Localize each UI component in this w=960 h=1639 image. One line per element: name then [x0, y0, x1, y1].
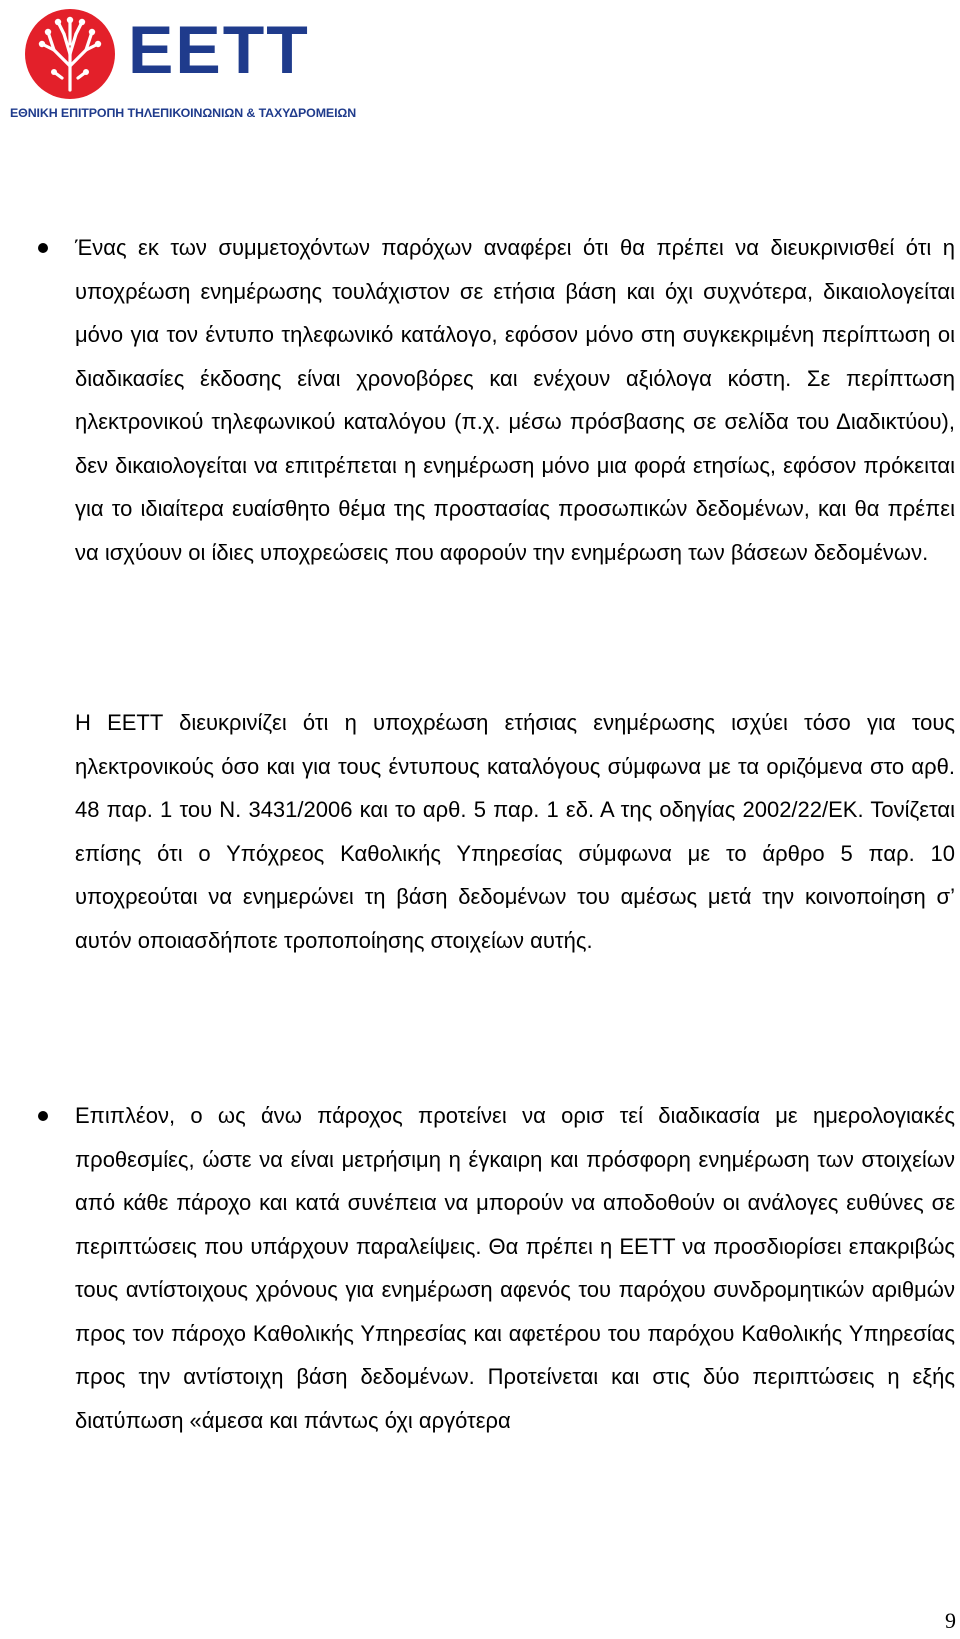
- bullet-paragraph-2-text: Επιπλέον, ο ως άνω πάροχος προτείνει να ορισ τεί διαδικασία με ημερολογιακές προθεσμίες, ώστε να είναι μετρήσιμη η έγκαιρη και πρόσφορη ενημέρωση των στοιχείων από κάθε πάροχο και κατά συνέπεια να μπορούν να αποδοθούν οι ανάλογες ευθύνες σε περιπτώσεις που υπάρχουν παραλείψεις. Θα πρέπει η ΕΕΤΤ να προσδιορίσει επακριβώς τους αντίστοιχους χρόνους για ενημέρωση αφενός του παρόχου συνδρομητικών αριθμών προς τον πάροχο Καθολικής Υπηρεσίας και αφετέρου του παρόχου Καθολικής Υπηρεσίας προς την αντίστοιχη βάση δεδομένων. Προτείνεται και στις δύο περιπτώσεις η εξής διατύπωση «άμεσα και πάντως όχι αργότερα: [75, 1103, 955, 1433]
- bullet-marker-1: [38, 243, 48, 253]
- bullet-paragraph-1-text: Ένας εκ των συμμετοχόντων παρόχων αναφέρει ότι θα πρέπει να διευκρινισθεί ότι η υποχρέωση ενημέρωσης τουλάχιστον σε ετήσια βάση και όχι συχνότερα, δικαιολογείται μόνο για τον έντυπο τηλεφωνικό κατάλογο, εφόσον μόνο στη συγκεκριμένη περίπτωση οι διαδικασίες έκδοσης είναι χρονοβόρες και ενέχουν αξιόλογα κόστη. Σε περίπτωση ηλεκτρονικού τηλεφωνικού καταλόγου (π.χ. μέσω πρόσβασης σε σελίδα του Διαδικτύου), δεν δικαιολογείται να επιτρέπεται η ενημέρωση μόνο μια φορά ετησίως, εφόσον πρόκειται για το ιδιαίτερα ευαίσθητο θέμα της προστασίας προσωπικών δεδομένων, και θα πρέπει να ισχύουν οι ίδιες υποχρεώσεις που αφορούν την ενημέρωση των βάσεων δεδομένων.: [75, 235, 955, 565]
- eett-response-text: Η ΕΕΤΤ διευκρινίζει ότι η υποχρέωση ετήσιας ενημέρωσης ισχύει τόσο για τους ηλεκτρονικούς όσο και για τους έντυπους καταλόγους σύμφωνα με τα οριζόμενα στο αρθ. 48 παρ. 1 του Ν. 3431/2006 και το αρθ. 5 παρ. 1 εδ. Α της οδηγίας 2002/22/ΕΚ. Τονίζεται επίσης ότι ο Υπόχρεος Καθολικής Υπηρεσίας σύμφωνα με το άρθρο 5 παρ. 10 υποχρεούται να ενημερώνει τη βάση δεδομένων του αμέσως μετά την κοινοποίηση σ’ αυτόν οποιασδήποτε τροποποίησης στοιχείων αυτής.: [75, 710, 955, 953]
- eett-logo-icon: [24, 8, 116, 100]
- eett-header: [10, 6, 357, 124]
- bullet-paragraph-2: [75, 1094, 955, 1442]
- bullet-marker-2: [38, 1111, 48, 1121]
- eett-logo-caption: ΕΘΝΙΚΗ ΕΠΙΤΡΟΠΗ ΤΗΛΕΠΙΚΟΙΝΩΝΙΩΝ & ΤΑΧΥΔΡΟΜΕΙΩΝ: [10, 106, 357, 120]
- page-number: 9: [945, 1608, 956, 1633]
- eett-response-paragraph: [75, 701, 955, 962]
- bullet-paragraph-1: [75, 226, 955, 574]
- eett-logo-wordmark: ΕΕΤΤ: [128, 12, 310, 88]
